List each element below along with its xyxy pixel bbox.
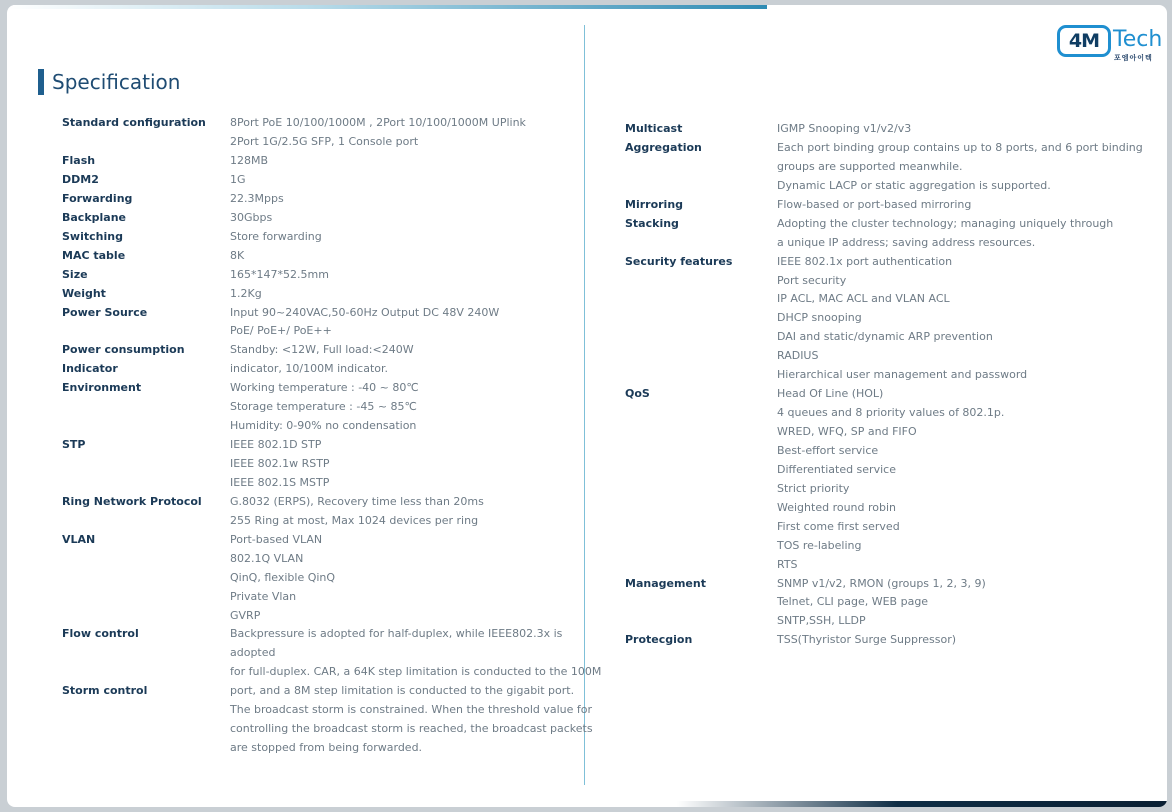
spec-row-size — [62, 266, 601, 285]
spec-label: DDM2 — [62, 172, 99, 186]
spec-value — [230, 152, 268, 171]
page-title: Specification — [52, 70, 181, 94]
spec-value-line: 30Gbps — [230, 210, 273, 224]
spec-value-line: Storage temperature : -45 ~ 85℃ — [230, 400, 417, 414]
spec-value-line: controlling the broadcast storm is reached, the broadcast packets — [230, 722, 593, 736]
spec-value-line: Dynamic LACP or static aggregation is supported. — [777, 178, 1051, 192]
spec-row-forwarding — [62, 190, 601, 209]
spec-value — [230, 436, 330, 493]
spec-value-line: Flow-based or port-based mirroring — [777, 197, 972, 211]
spec-row-ddm2 — [62, 171, 601, 190]
spec-label: Weight — [62, 286, 106, 300]
spec-value-line: SNMP v1/v2, RMON (groups 1, 2, 3, 9) — [777, 576, 986, 590]
spec-row-stacking — [625, 215, 1143, 253]
spec-value — [230, 247, 244, 266]
spec-label: Multicast — [625, 122, 683, 135]
spec-label: QoS — [625, 387, 650, 401]
spec-label: Standard configuration — [62, 116, 206, 129]
spec-value-line: Input 90~240VAC,50-60Hz Output DC 48V 240W — [230, 305, 500, 319]
spec-row-qos — [625, 385, 1143, 574]
spec-row-ring-network-protocol — [62, 493, 601, 531]
brand-logo — [1057, 25, 1163, 65]
spec-value-line: QinQ, flexible QinQ — [230, 570, 336, 584]
spec-label: Indicator — [62, 362, 118, 376]
spec-row-backplane — [62, 209, 601, 228]
spec-value-line: 8K — [230, 248, 245, 262]
spec-value-line: groups are supported meanwhile. — [777, 159, 963, 173]
spec-value-line: The broadcast storm is constrained. When the threshold value for — [230, 703, 593, 717]
spec-sheet-page — [7, 5, 1167, 807]
spec-value — [230, 531, 335, 626]
spec-row-environment — [62, 379, 601, 436]
spec-label: Security features — [625, 254, 733, 268]
spec-value-line: IEEE 802.1D STP — [230, 438, 322, 452]
spec-value-line: 1.2Kg — [230, 286, 262, 300]
spec-value-line: Strict priority — [777, 481, 850, 495]
spec-value-line: Private Vlan — [230, 589, 297, 603]
spec-value-line: Port security — [777, 273, 847, 287]
spec-value-line: 128MB — [230, 153, 269, 167]
spec-row-indicator — [62, 360, 601, 379]
spec-value-line: Hierarchical user management and password — [777, 368, 1028, 382]
spec-value-line: WRED, WFQ, SP and FIFO — [777, 425, 917, 439]
spec-value-line: Head Of Line (HOL) — [777, 387, 884, 401]
spec-row-aggregation — [625, 139, 1143, 196]
spec-value-line: Adopting the cluster technology; managing uniquely through — [777, 216, 1114, 230]
spec-value-line: Working temperature : -40 ~ 80℃ — [230, 381, 419, 395]
spec-value-line: 165*147*52.5mm — [230, 267, 329, 281]
spec-value-line: PoE/ PoE+/ PoE++ — [230, 324, 332, 338]
spec-value-line: 22.3Mpps — [230, 191, 284, 205]
spec-value — [230, 682, 593, 758]
spec-label: STP — [62, 438, 86, 452]
spec-label: Ring Network Protocol — [62, 494, 202, 508]
spec-value — [230, 341, 414, 360]
spec-label: Backplane — [62, 210, 127, 224]
spec-value-line: adopted — [230, 646, 276, 660]
spec-value-line: Backpressure is adopted for half-duplex, while IEEE802.3x is — [230, 627, 563, 641]
spec-value-line: Humidity: 0-90% no condensation — [230, 419, 417, 433]
spec-row-stp — [62, 436, 601, 493]
spec-value-line: IEEE 802.1w RSTP — [230, 457, 330, 471]
spec-label: Power Source — [62, 305, 148, 319]
spec-value-line: Weighted round robin — [777, 500, 897, 514]
spec-value — [777, 575, 986, 632]
spec-value-line: Telnet, CLI page, WEB page — [777, 595, 929, 609]
spec-value-line: 255 Ring at most, Max 1024 devices per ring — [230, 513, 479, 527]
spec-value-line: RTS — [777, 557, 798, 571]
spec-row-switching — [62, 228, 601, 247]
spec-row-power-source — [62, 304, 601, 342]
spec-row-standard-configuration — [62, 114, 601, 152]
spec-label: Forwarding — [62, 191, 133, 205]
logo-mark: 4M — [1057, 25, 1111, 57]
spec-label: MAC table — [62, 248, 126, 262]
spec-label: Mirroring — [625, 197, 684, 211]
spec-value — [230, 625, 601, 682]
spec-value — [230, 379, 419, 436]
spec-value — [230, 228, 322, 247]
logo-name: Tech — [1113, 27, 1163, 52]
spec-row-multicast — [625, 120, 1143, 139]
spec-value — [230, 304, 499, 342]
top-accent-bar — [7, 5, 767, 9]
logo-subtitle: 포엠아이텍 — [1114, 54, 1153, 62]
right-spec-list — [625, 120, 1143, 650]
spec-value — [230, 266, 329, 285]
spec-value-line: DHCP snooping — [777, 311, 862, 325]
spec-value-line: GVRP — [230, 608, 261, 622]
spec-value-line: RADIUS — [777, 349, 819, 363]
spec-value — [230, 190, 284, 209]
spec-row-flow-control — [62, 625, 601, 682]
spec-row-flash — [62, 152, 601, 171]
spec-value-line: G.8032 (ERPS), Recovery time less than 20ms — [230, 494, 484, 508]
spec-value — [777, 196, 971, 215]
spec-row-storm-control — [62, 682, 601, 758]
spec-value-line: IEEE 802.1S MSTP — [230, 475, 330, 489]
spec-value-line: First come first served — [777, 519, 900, 533]
spec-row-power-consumption — [62, 341, 601, 360]
spec-value-line: 4 queues and 8 priority values of 802.1p. — [777, 406, 1005, 420]
spec-row-weight — [62, 285, 601, 304]
spec-label: Size — [62, 267, 88, 281]
spec-value-line: a unique IP address; saving address resources. — [777, 235, 1036, 249]
spec-row-vlan — [62, 531, 601, 626]
spec-label: Protecgion — [625, 633, 693, 647]
spec-value-line: Best-effort service — [777, 443, 879, 457]
spec-value — [777, 215, 1113, 253]
spec-label: Flow control — [62, 627, 139, 641]
spec-value — [777, 631, 956, 650]
spec-value-line: IEEE 802.1x port authentication — [777, 254, 953, 268]
spec-label: Power consumption — [62, 343, 185, 357]
spec-value-line: Differentiated service — [777, 462, 896, 476]
spec-row-management — [625, 575, 1143, 632]
spec-value-line: SNTP,SSH, LLDP — [777, 614, 866, 628]
spec-value-line: indicator, 10/100M indicator. — [230, 362, 389, 376]
spec-label: Environment — [62, 381, 142, 395]
spec-row-mirroring — [625, 196, 1143, 215]
spec-value — [230, 493, 484, 531]
spec-value-line: Each port binding group contains up to 8 ports, and 6 port binding — [777, 140, 1143, 154]
spec-label: Stacking — [625, 216, 679, 230]
spec-value-line: IGMP Snooping v1/v2/v3 — [777, 122, 912, 135]
spec-label: Aggregation — [625, 140, 702, 154]
spec-value-line: TOS re-labeling — [777, 538, 862, 552]
spec-value-line: TSS(Thyristor Surge Suppressor) — [777, 633, 957, 647]
spec-value — [777, 120, 911, 139]
spec-value — [777, 139, 1143, 196]
spec-label: Switching — [62, 229, 123, 243]
bottom-accent-bar — [677, 801, 1167, 807]
spec-value-line: IP ACL, MAC ACL and VLAN ACL — [777, 292, 950, 306]
spec-value-line: port, and a 8M step limitation is conducted to the gigabit port. — [230, 684, 575, 698]
spec-row-protecgion — [625, 631, 1143, 650]
title-accent-bar — [38, 69, 44, 95]
spec-label: VLAN — [62, 532, 96, 546]
spec-value-line: Store forwarding — [230, 229, 322, 243]
spec-value — [230, 114, 526, 152]
spec-value — [230, 285, 262, 304]
spec-value-line: 2Port 1G/2.5G SFP, 1 Console port — [230, 134, 419, 148]
spec-value — [230, 171, 246, 190]
spec-value — [777, 385, 1004, 574]
spec-value-line: Standby: <12W, Full load:<240W — [230, 343, 414, 357]
left-spec-list — [62, 114, 601, 758]
spec-row-mac-table — [62, 247, 601, 266]
spec-label: Flash — [62, 153, 96, 167]
spec-value-line: for full-duplex. CAR, a 64K step limitation is conducted to the 100M — [230, 665, 602, 679]
spec-row-security-features — [625, 253, 1143, 386]
spec-label: Storm control — [62, 684, 148, 698]
spec-value — [230, 209, 272, 228]
spec-value — [230, 360, 388, 379]
spec-label: Management — [625, 576, 706, 590]
spec-value — [777, 253, 1027, 386]
spec-value-line: 8Port PoE 10/100/1000M , 2Port 10/100/1000M UPlink — [230, 116, 526, 129]
spec-value-line: 1G — [230, 172, 246, 186]
spec-value-line: Port-based VLAN — [230, 532, 323, 546]
spec-value-line: are stopped from being forwarded. — [230, 741, 423, 755]
spec-value-line: DAI and static/dynamic ARP prevention — [777, 330, 993, 344]
spec-value-line: 802.1Q VLAN — [230, 551, 304, 565]
